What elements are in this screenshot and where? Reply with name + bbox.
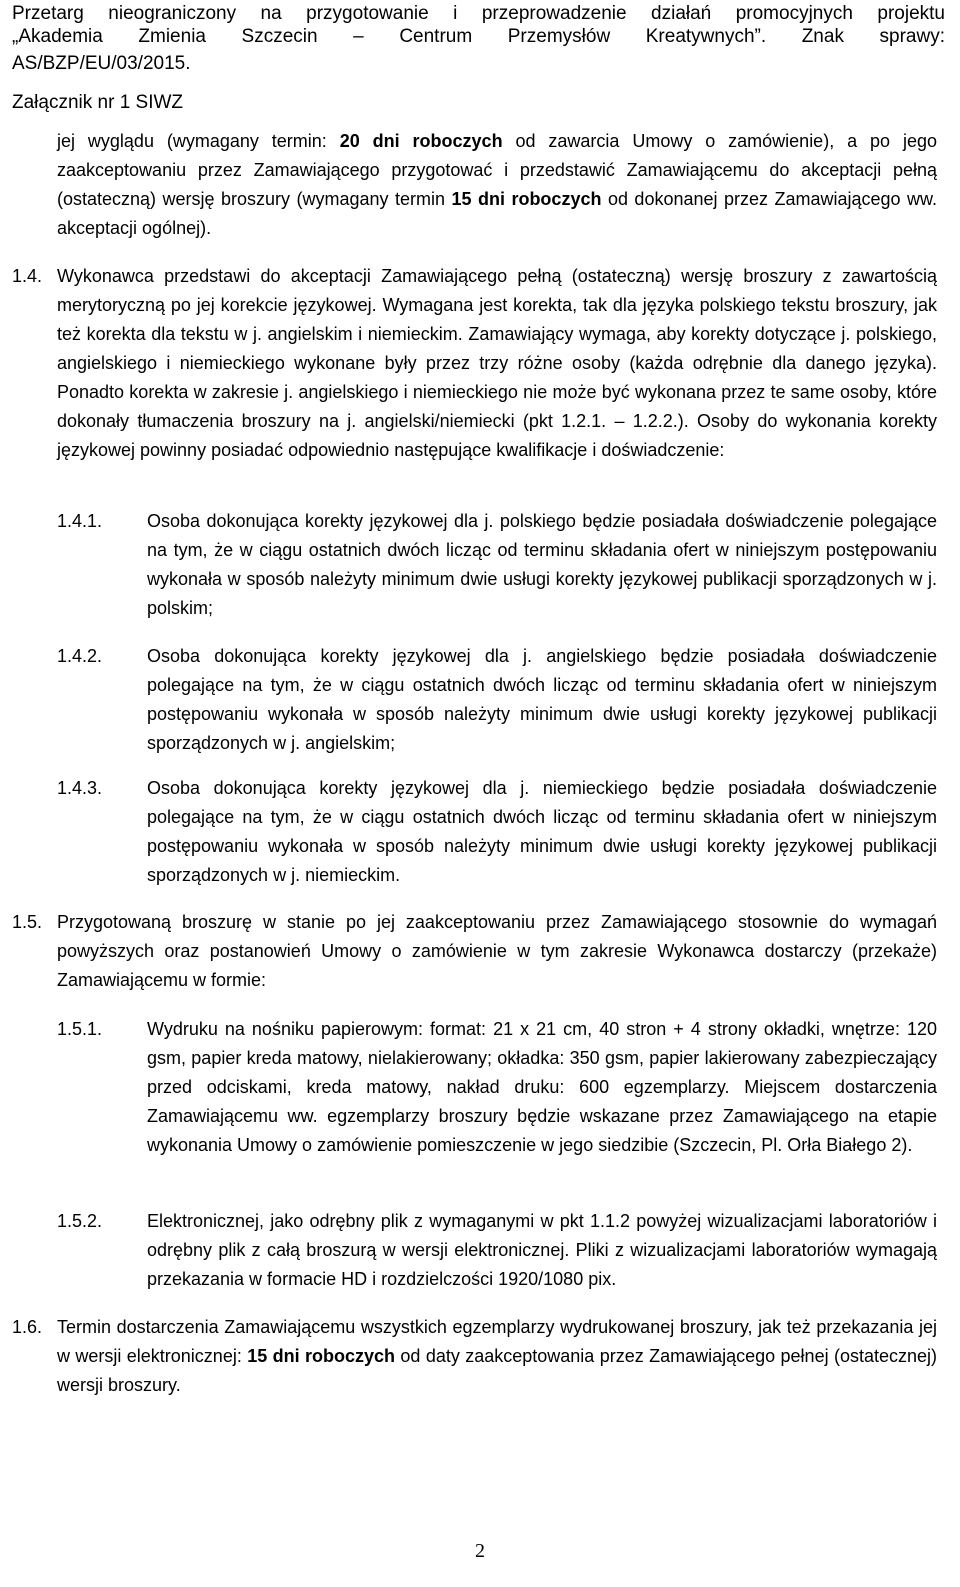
section-number-1-4-2: 1.4.2. bbox=[57, 646, 103, 666]
section-1-6-text-2: od daty zaakceptowania przez Zamawiającego pełnej (ostatecznej) wersji broszury. bbox=[57, 1346, 938, 1395]
intro-bold-2: 15 dni roboczych bbox=[451, 189, 602, 209]
intro-text-3: od dokonanej przez Zamawiającego ww. akceptacji ogólnej). bbox=[57, 189, 938, 238]
section-text-1-4-3: Osoba dokonująca korekty językowej dla j. niemieckiego będzie posiadała doświadczenie polegające na tym, że w ciągu ostatnich dwóch licząc od terminu składania ofert w niniejszym postępowaniu wykonała w sposób należyty minimum dwie usługi korekty językowej publikacji sporządzonych w j. niemieckim. bbox=[147, 778, 937, 885]
section-text-1-5: Przygotowaną broszurę w stanie po jej zaakceptowaniu przez Zamawiającego stosownie do wymagań powyższych oraz postanowień Umowy o zamówienie w tym zakresie Wykonawca dostarczy (przekaże) Zamawiającemu w formie: bbox=[57, 912, 937, 990]
section-number-1-5: 1.5. bbox=[12, 912, 43, 932]
annex-label: Załącznik nr 1 SIWZ bbox=[12, 92, 184, 113]
section-text-1-6 bbox=[57, 1313, 937, 1400]
section-1-6-text-1: Termin dostarczenia Zamawiającemu wszystkich egzemplarzy wydrukowanej broszury, jak też przekazania jej w wersji elektronicznej: bbox=[57, 1317, 937, 1366]
intro-text-2: od zawarcia Umowy o zamówienie), a po jego zaakceptowaniu przez Zamawiającego przygotować i przedstawić Zamawiającemu do akceptacji pełną (ostateczną) wersję broszury (wymagany termin bbox=[57, 131, 937, 209]
section-number-1-4-3: 1.4.3. bbox=[57, 778, 103, 798]
section-number-1-5-1: 1.5.1. bbox=[57, 1019, 103, 1039]
header-line-3: AS/BZP/EU/03/2015. bbox=[12, 53, 191, 74]
section-number-1-4-1: 1.4.1. bbox=[57, 511, 103, 531]
header-line-1: Przetarg nieograniczony na przygotowanie i przeprowadzenie działań promocyjnych projektu bbox=[12, 3, 945, 24]
page-number: 2 bbox=[475, 1540, 485, 1562]
section-text-1-4-1: Osoba dokonująca korekty językowej dla j. polskiego będzie posiadała doświadczenie polegające na tym, że w ciągu ostatnich dwóch licząc od terminu składania ofert w niniejszym postępowaniu wykonała w sposób należyty minimum dwie usługi korekty językowej publikacji sporządzonych w j. polskim; bbox=[147, 511, 937, 618]
intro-text-1: jej wyglądu (wymagany termin: bbox=[57, 131, 340, 151]
section-number-1-4: 1.4. bbox=[12, 266, 43, 286]
section-text-1-5-1: Wydruku na nośniku papierowym: format: 21 x 21 cm, 40 stron + 4 strony okładki, wnętrze: 120 gsm, papier kreda matowy, nielakierowany; okładka: 350 gsm, papier lakierowany zabezpieczający przed odciskami, kreda matowy, nakład druku: 600 egzemplarzy. Miejscem dostarczenia Zamawiającemu ww. egzemplarzy broszury będzie wskazane przez Zamawiającego na etapie wykonania Umowy o zamówienie pomieszczenie w jego siedzibie (Szczecin, Pl. Orła Białego 2). bbox=[147, 1019, 937, 1155]
section-text-1-4-2: Osoba dokonująca korekty językowej dla j. angielskiego będzie posiadała doświadczenie polegające na tym, że w ciągu ostatnich dwóch licząc od terminu składania ofert w niniejszym postępowaniu wykonała w sposób należyty minimum dwie usługi korekty językowej publikacji sporządzonych w j. angielskim; bbox=[147, 646, 937, 753]
header-line-2: „Akademia Zmienia Szczecin – Centrum Przemysłów Kreatywnych”. Znak sprawy: bbox=[12, 26, 945, 47]
section-number-1-6: 1.6. bbox=[12, 1317, 43, 1337]
section-number-1-5-2: 1.5.2. bbox=[57, 1211, 103, 1231]
section-text-1-5-2: Elektronicznej, jako odrębny plik z wymaganymi w pkt 1.1.2 powyżej wizualizacjami laboratoriów i odrębny plik z całą broszurą w wersji elektronicznej. Pliki z wizualizacjami laboratoriów wymagają przekazania w formacie HD i rozdzielczości 1920/1080 pix. bbox=[147, 1211, 937, 1289]
intro-paragraph bbox=[57, 127, 937, 243]
intro-bold-1: 20 dni roboczych bbox=[339, 131, 503, 151]
section-text-1-4: Wykonawca przedstawi do akceptacji Zamawiającego pełną (ostateczną) wersję broszury z zawartością merytoryczną po jej korekcie językowej. Wymagana jest korekta, tak dla języka polskiego tekstu broszury, jak też korekta dla tekstu w j. angielskim i niemieckim. Zamawiający wymaga, aby korekty dotyczące j. polskiego, angielskiego i niemieckiego wykonane były przez trzy różne osoby (każda odrębnie dla danego języka). Ponadto korekta w zakresie j. angielskiego i niemieckiego nie może być wykonana przez te same osoby, które dokonały tłumaczenia broszury na j. angielski/niemiecki (pkt 1.2.1. – 1.2.2.). Osoby do wykonania korekty językowej powinny posiadać odpowiednio następujące kwalifikacje i doświadczenie: bbox=[57, 266, 937, 460]
section-1-6-bold: 15 dni roboczych bbox=[247, 1346, 396, 1366]
